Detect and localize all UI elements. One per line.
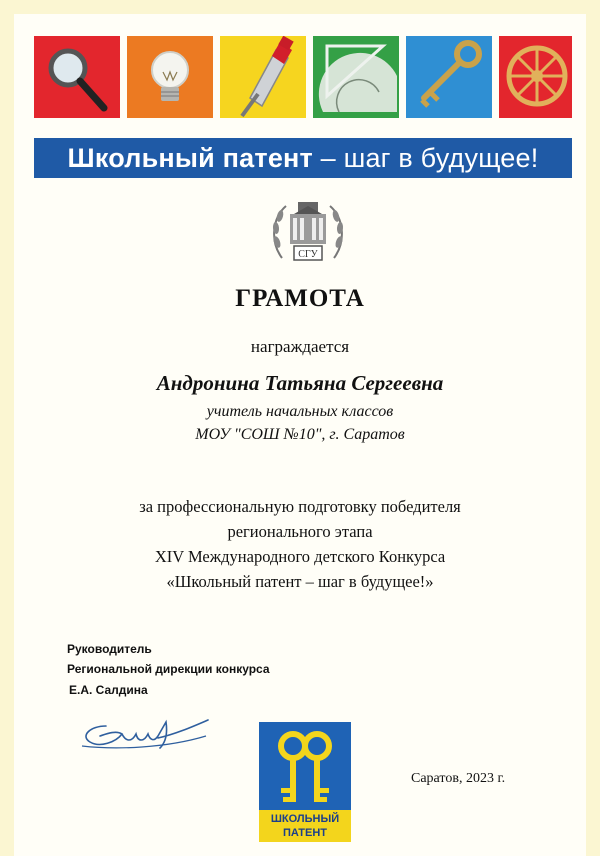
certificate-title: ГРАМОТА: [235, 285, 365, 312]
magnifier-tile: [34, 36, 120, 118]
banner-bold-text: Школьный патент: [67, 143, 313, 173]
wheel-icon: [499, 36, 572, 118]
logo-text: [259, 810, 351, 842]
awarded-text: награждается: [250, 337, 350, 356]
reason-line: XIV Международного детского Конкурса: [154, 547, 446, 566]
signatory-department: Региональной дирекции конкурса: [67, 662, 270, 676]
magnifier-icon: [34, 36, 120, 118]
logo-text-line2: ПАТЕНТ: [282, 827, 328, 839]
protractor-tile: [313, 36, 399, 118]
reason-line: «Школьный патент – шаг в будущее!»: [166, 572, 434, 591]
key-tile: [406, 36, 492, 118]
school-patent-logo: [259, 722, 351, 842]
university-emblem-icon: [268, 196, 348, 274]
key-icon: [406, 36, 492, 118]
lightbulb-icon: [127, 36, 213, 118]
wheel-tile: [499, 36, 572, 118]
keys-logo-icon: [259, 722, 351, 810]
signatory-name: Е.А. Салдина: [69, 683, 148, 697]
paint-tube-tile: [220, 36, 306, 118]
recipient-position: учитель начальных классов: [206, 403, 394, 420]
place-date: Саратов, 2023 г.: [411, 771, 506, 786]
header-banner: [34, 138, 572, 178]
paint-tube-icon: [220, 36, 306, 118]
banner-rest-text: – шаг в будущее!: [312, 143, 539, 173]
signatory-title: Руководитель: [67, 642, 152, 656]
recipient-name: Андронина Татьяна Сергеевна: [156, 371, 444, 395]
protractor-icon: [313, 36, 399, 118]
reason-line: регионального этапа: [227, 522, 373, 541]
lightbulb-tile: [127, 36, 213, 118]
emblem-label: СГУ: [298, 249, 318, 260]
handwritten-signature: [76, 712, 214, 754]
reason-line: за профессиональную подготовку победителя: [139, 497, 461, 516]
logo-text-line1: ШКОЛЬНЫЙ: [270, 813, 340, 825]
recipient-school: МОУ "СОШ №10", г. Саратов: [195, 426, 405, 443]
